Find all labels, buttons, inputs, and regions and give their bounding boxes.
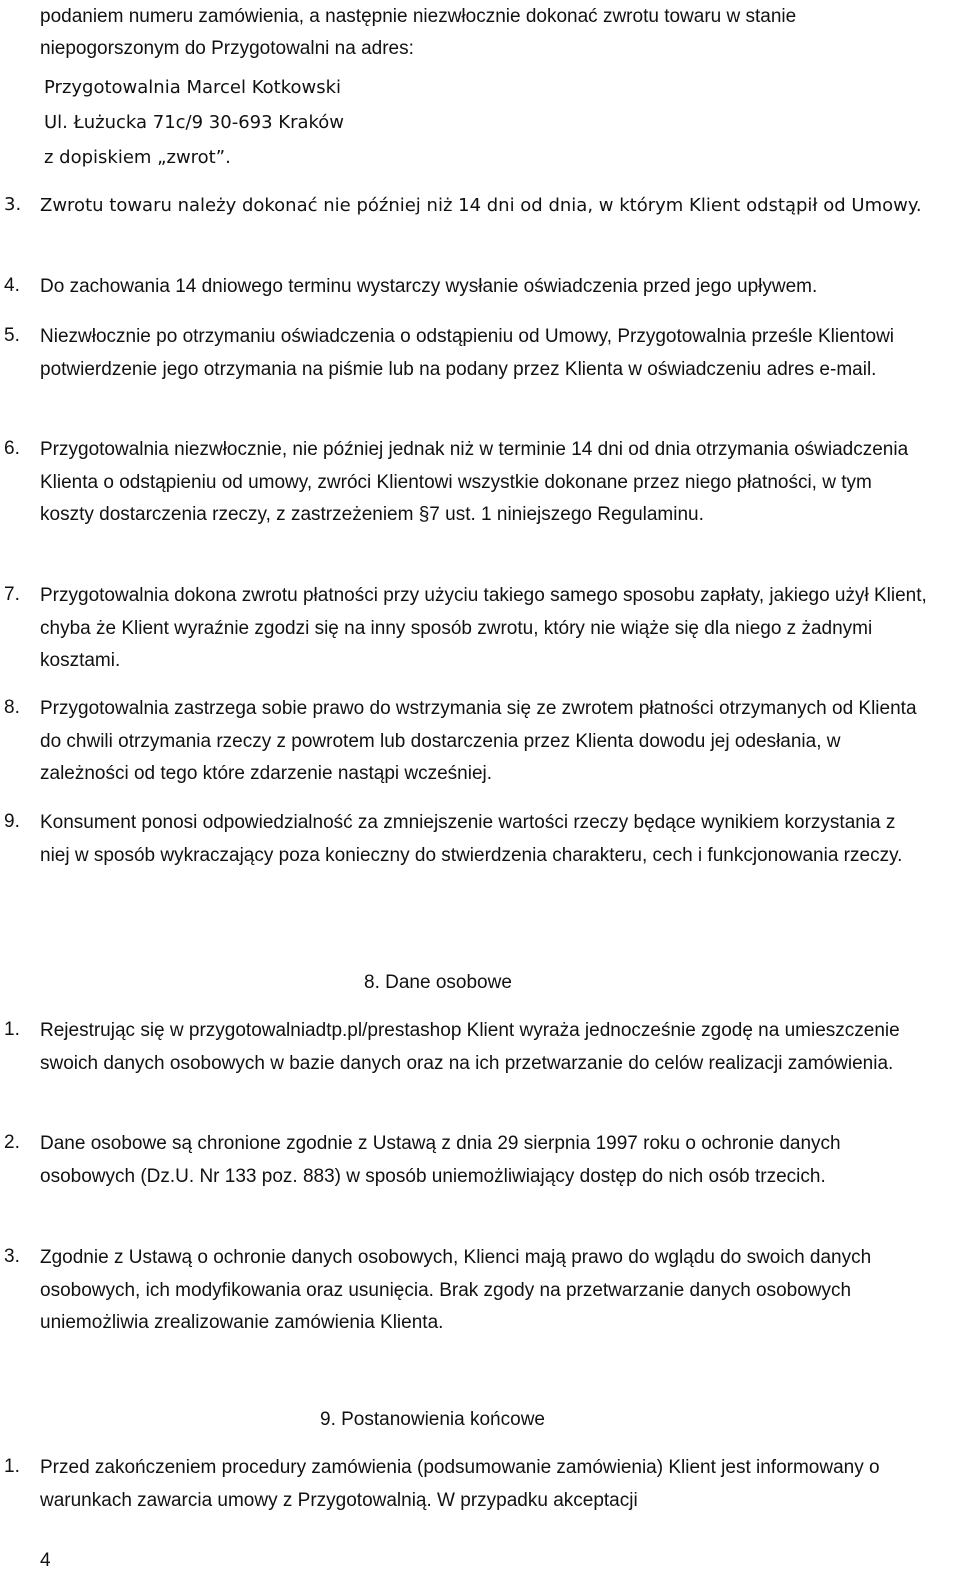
list-item [0,321,930,386]
intro-line: niepogorszonym do Przygotowalni na adres: [40,38,414,59]
page-number: 4 [40,1550,51,1571]
list-item [0,1242,930,1340]
list-item [0,807,930,872]
list-item-number: 9. [4,811,20,832]
section-heading: 9. Postanowienia końcowe [320,1409,545,1430]
list-item-text: Niezwłocznie po otrzymaniu oświadczenia o odstąpieniu od Umowy, Przygotowalnia prześle Klientowi potwierdzenie jego otrzymania na piśmie lub na podany przez Klienta w oświadczeniu adres e-mail. [40,326,895,380]
list-item-number: 6. [4,438,20,459]
list-item [0,1015,930,1080]
address-line: Ul. Łużucka 71c/9 30-693 Kraków [44,112,345,133]
list-item-text: Konsument ponosi odpowiedzialność za zmniejszenie wartości rzeczy będące wynikiem korzystania z niej w sposób wykraczający poza konieczny do stwierdzenia charakteru, cech i funkcjonowania rzeczy. [40,812,903,866]
list-item-number: 3. [4,1246,20,1267]
list-item-number: 1. [4,1456,20,1477]
list-item-text: Do zachowania 14 dniowego terminu wystarczy wysłanie oświadczenia przed jego upływem. [40,276,818,297]
list-item-text: Zgodnie z Ustawą o ochronie danych osobowych, Klienci mają prawo do wglądu do swoich danych osobowych, ich modyfikowania oraz usunięcia. Brak zgody na przetwarzanie danych osobowych uniemożliwia zrealizowanie zamówienia Klienta. [40,1247,872,1333]
list-item-text: Dane osobowe są chronione zgodnie z Ustawą z dnia 29 sierpnia 1997 roku o ochronie danych osobowych (Dz.U. Nr 133 poz. 883) w sposób uniemożliwiający dostęp do nich osób trzecich. [40,1133,841,1187]
list-item [0,580,930,678]
intro-line: podaniem numeru zamówienia, a następnie niezwłocznie dokonać zwrotu towaru w stanie [40,6,797,27]
list-item-number: 4. [4,275,20,296]
list-item [0,190,930,223]
section-heading: 8. Dane osobowe [364,972,512,993]
list-item-text: Przed zakończeniem procedury zamówienia (podsumowanie zamówienia) Klient jest informowany o warunkach zawarcia umowy z Przygotowalnią. W przypadku akceptacji [40,1457,880,1511]
list-item-text: Zwrotu towaru należy dokonać nie później niż 14 dni od dnia, w którym Klient odstąpił od Umowy. [40,195,922,216]
list-item-number: 5. [4,325,20,346]
list-item-number: 8. [4,697,20,718]
list-item-number: 2. [4,1132,20,1153]
list-item-text: Przygotowalnia niezwłocznie, nie później jednak niż w terminie 14 dni od dnia otrzymania oświadczenia Klienta o odstąpieniu od umowy, zwróci Klientowi wszystkie dokonane przez niego płatności, w tym koszty dostarczenia rzeczy, z zastrzeżeniem §7 ust. 1 niniejszego Regulaminu. [40,439,909,525]
list-item-number: 7. [4,584,20,605]
list-item [0,434,930,532]
list-item-text: Rejestrując się w przygotowalniadtp.pl/prestashop Klient wyraża jednocześnie zgodę na umieszczenie swoich danych osobowych w bazie danych oraz na ich przetwarzanie do celów realizacji zamówienia. [40,1020,900,1074]
list-item-number: 3. [4,194,22,215]
list-item-text: Przygotowalnia zastrzega sobie prawo do wstrzymania się ze zwrotem płatności otrzymanych od Klienta do chwili otrzymania rzeczy z powrotem lub dostarczenia przez Klienta dowodu jej odesłania, w zależności od tego które zdarzenie nastąpi wcześniej. [40,698,917,784]
list-item [0,693,930,791]
list-item-text: Przygotowalnia dokona zwrotu płatności przy użyciu takiego samego sposobu zapłaty, jakiego użył Klient, chyba że Klient wyraźnie zgodzi się na inny sposób zwrotu, który nie wiąże się dla niego z żadnymi kosztami. [40,585,927,671]
list-item [0,1452,930,1517]
address-line: Przygotowalnia Marcel Kotkowski [44,77,342,98]
list-item [0,271,930,304]
address-line: z dopiskiem „zwrot”. [44,147,231,168]
list-item [0,1128,930,1193]
list-item-number: 1. [4,1019,20,1040]
